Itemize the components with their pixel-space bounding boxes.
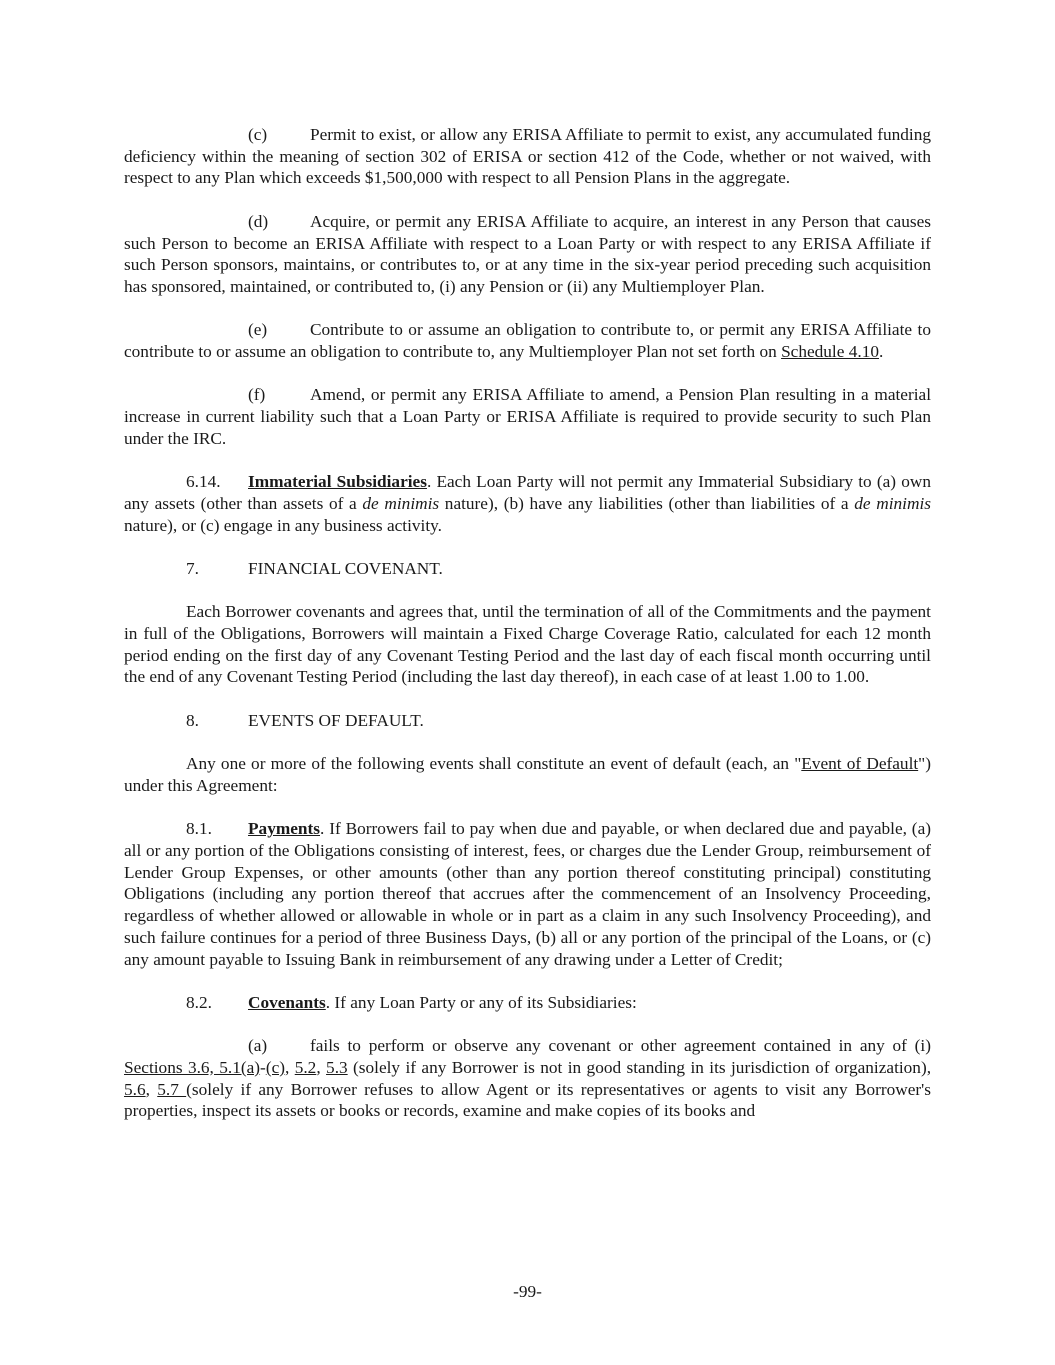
paragraph-8-2-a-text-5: (solely if any Borrower is not in good standing in its jurisdiction of organization), [347, 1058, 932, 1078]
paragraph-8-2-a-text-4: , [316, 1058, 327, 1078]
page-number: -99- [513, 1282, 542, 1301]
section-6-14-text-1: . Each Loan Party will not permit any Immaterial Subsidiary to (a) own any assets (other than assets of a [124, 472, 931, 513]
paragraph-e-end: . [878, 342, 884, 361]
reference-5-6: 5.6 [124, 1079, 146, 1099]
paragraph-d-label: (d) [248, 211, 269, 231]
paragraph-8-2-a-label: (a) [248, 1036, 268, 1056]
section-8-1-title: Payments [248, 819, 320, 839]
section-8-1-text: . If Borrowers fail to pay when due and payable, or when declared due and payable, (a) all or any portion of the Obligations consisting of interest, fees, or charges due the Lender Group, reimbursement of Lender Group Expenses, or other amounts (other than any portion thereof constituting principal) constituting Obligations (including any portion thereof that accrues after the commencement of an Insolvency Proceeding, regardless of whether allowed or allowable in whole or in part as a claim in any such Insolvency Proceeding), and such failure continues for a period of three Business Days, (b) all or any portion of the principal of the Loans, or (c) any amount payable to Issuing Bank in reimbursement of any drawing under a Letter of Credit; [124, 819, 931, 969]
section-6-14-text-3: nature), or (c) engage in any business activity. [124, 515, 442, 535]
paragraph-f [124, 384, 931, 449]
paragraph-c [124, 124, 931, 189]
section-8-body-pre: Any one or more of the following events shall constitute an event of default (each, an " [186, 754, 802, 774]
paragraph-8-2-a-text-2: - [260, 1058, 266, 1078]
reference-5-7: 5.7 [157, 1079, 187, 1099]
paragraph-e [124, 319, 931, 362]
section-6-14-number: 6.14. [186, 472, 221, 492]
section-6-14-italic-1: de minimis [362, 493, 440, 513]
reference-5-3: 5.3 [326, 1058, 348, 1078]
section-6-14 [124, 471, 931, 536]
section-6-14-title: Immaterial Subsidiaries [248, 472, 427, 492]
paragraph-c-label: (c) [248, 125, 268, 144]
section-6-14-text-2: nature), (b) have any liabilities (other than liabilities of a [439, 493, 855, 513]
paragraph-e-label: (e) [248, 320, 268, 340]
paragraph-8-2-a-text-6: , [145, 1079, 158, 1099]
reference-sections-3-6-5-1a: Sections 3.6, 5.1(a) [124, 1058, 261, 1078]
section-8-2 [124, 992, 931, 1014]
section-8-2-title: Covenants [248, 992, 326, 1012]
section-7-body: Each Borrower covenants and agrees that, until the termination of all of the Commitments and the payment in full of the Obligations, Borrowers will maintain a Fixed Charge Coverage Ratio, calculated for each 12 month period ending on the first day of any Covenant Testing Period and the last day of each fiscal month occurring until the end of any Covenant Testing Period (including the last day thereof), in each case of at least 1.00 to 1.00. [124, 602, 931, 687]
section-8-1-number: 8.1. [186, 819, 212, 839]
section-8-2-text: . If any Loan Party or any of its Subsidiaries: [325, 992, 637, 1012]
section-8-body-post: ") under this Agreement: [124, 754, 931, 795]
paragraph-c-text: Permit to exist, or allow any ERISA Affiliate to permit to exist, any accumulated funding deficiency within the meaning of section 302 of ERISA or section 412 of the Code, whether or not waived, with respect to any Plan which exceeds $1,500,000 with respect to all Pension Plans in the aggregate. [124, 125, 931, 188]
paragraph-8-2-a-text-3: , [285, 1058, 295, 1078]
paragraph-f-label: (f) [248, 385, 266, 405]
section-7-heading [124, 558, 931, 580]
section-8-1 [124, 818, 931, 970]
document-body [124, 124, 931, 1144]
schedule-4-10-reference: Schedule 4.10 [781, 342, 879, 361]
paragraph-8-2-a-text-1: fails to perform or observe any covenant or other agreement contained in any of (i) [310, 1036, 931, 1056]
paragraph-e-text: Contribute to or assume an obligation to contribute to, or permit any ERISA Affiliate to contribute to or assume an obligation to contribute to, any Multiemployer Plan not set forth on [124, 320, 931, 361]
section-8-body [124, 753, 931, 796]
section-8-2-number: 8.2. [186, 992, 212, 1012]
paragraph-8-2-a-text-7: (solely if any Borrower refuses to allow Agent or its representatives or agents to visit any Borrower's properties, inspect its assets or books or records, examine and make copies of its books and [124, 1079, 932, 1121]
section-8-number: 8. [186, 710, 199, 730]
section-8-title: EVENTS OF DEFAULT. [248, 710, 424, 730]
paragraph-d [124, 211, 931, 298]
paragraph-d-text: Acquire, or permit any ERISA Affiliate to acquire, an interest in any Person that causes such Person to become an ERISA Affiliate with respect to a Loan Party or with respect to any ERISA Affiliate if such Person sponsors, maintains, or contributes to, or at any time in the six-year period preceding such acquisition has sponsored, maintained, or contributed to, (i) any Pension or (ii) any Multiemployer Plan. [124, 211, 931, 296]
reference-5-2: 5.2 [294, 1058, 317, 1078]
event-of-default-term: Event of Default [801, 754, 919, 774]
section-7-number: 7. [186, 558, 199, 578]
paragraph-8-2-a [124, 1035, 931, 1122]
section-6-14-italic-2: de minimis [854, 493, 931, 513]
reference-5-1c: (c) [265, 1058, 285, 1078]
section-8-heading [124, 710, 931, 732]
paragraph-f-text: Amend, or permit any ERISA Affiliate to amend, a Pension Plan resulting in a material increase in current liability such that a Loan Party or ERISA Affiliate is required to provide security to such Plan under the IRC. [124, 385, 931, 448]
section-7-title: FINANCIAL COVENANT. [248, 558, 443, 578]
